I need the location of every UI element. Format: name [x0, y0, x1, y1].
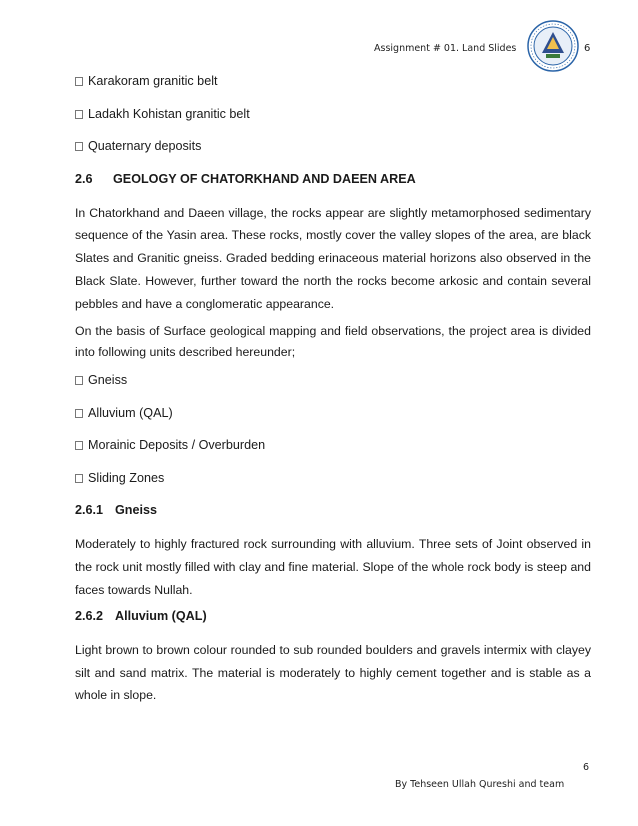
- subsection-title: Alluvium (QAL): [115, 608, 207, 623]
- subsection-number: 2.6.1: [75, 503, 104, 518]
- list-item: [75, 470, 591, 487]
- list-item-label: Quaternary deposits: [88, 139, 202, 153]
- list-item: [75, 437, 591, 454]
- header-page-number: 6: [584, 43, 591, 54]
- section-title: GEOLOGY OF CHATORKHAND AND DAEEN AREA: [113, 171, 416, 186]
- bullet-box-icon: [75, 110, 83, 119]
- section-number: 2.6: [75, 171, 93, 186]
- list-item-label: Gneiss: [88, 373, 128, 388]
- bullet-box-icon: [75, 142, 83, 151]
- list-item-label: Sliding Zones: [88, 470, 165, 485]
- footer-author: By Tehseen Ullah Qureshi and team: [395, 779, 565, 790]
- list-item: [75, 372, 591, 389]
- footer-page-number: 6: [583, 762, 590, 773]
- subsection-heading: [75, 608, 591, 625]
- bullet-box-icon: [75, 474, 83, 483]
- list-item: [75, 106, 591, 123]
- paragraph: On the basis of Surface geological mapping and field observations, the project area is divided into following units described hereunder;: [75, 324, 591, 360]
- page-content: [75, 73, 591, 713]
- university-seal-logo: [527, 20, 579, 72]
- list-item: [75, 405, 591, 422]
- list-item-label: Karakoram granitic belt: [88, 74, 218, 88]
- subsection-number: 2.6.2: [75, 608, 104, 623]
- subsection-heading: [75, 502, 591, 519]
- bullet-box-icon: [75, 77, 83, 86]
- section-heading: [75, 171, 591, 188]
- list-item-label: Ladakh Kohistan granitic belt: [88, 106, 250, 121]
- paragraph: Moderately to highly fractured rock surrounding with alluvium. Three sets of Joint observed in the rock unit mostly filled with clay and fine material. Slope of the whole rock body is steep and faces towards Nullah.: [75, 537, 591, 598]
- bullet-box-icon: [75, 376, 83, 385]
- header-title: Assignment # 01. Land Slides: [374, 43, 517, 54]
- paragraph: Light brown to brown colour rounded to sub rounded boulders and gravels intermix with clayey silt and sand matrix. The material is moderately to highly cement together and is stable as a whole in slope.: [75, 642, 591, 703]
- subsection-title: Gneiss: [115, 503, 157, 518]
- bullet-box-icon: [75, 409, 83, 418]
- list-item: [75, 73, 591, 90]
- list-item: [75, 138, 591, 155]
- list-item-label: Morainic Deposits / Overburden: [88, 438, 266, 453]
- list-item-label: Alluvium (QAL): [88, 405, 173, 420]
- paragraph: In Chatorkhand and Daeen village, the rocks appear are slightly metamorphosed sedimentary sequence of the Yasin area. These rocks, mostly cover the valley slopes of the area, are black Slates and Granitic gneiss. Graded bedding erinaceous material horizons also observed in the Black Slate. However, further toward the north the rocks become arkosic and contain several pebbles and have a conglomeratic appearance.: [75, 205, 591, 311]
- bullet-box-icon: [75, 441, 83, 450]
